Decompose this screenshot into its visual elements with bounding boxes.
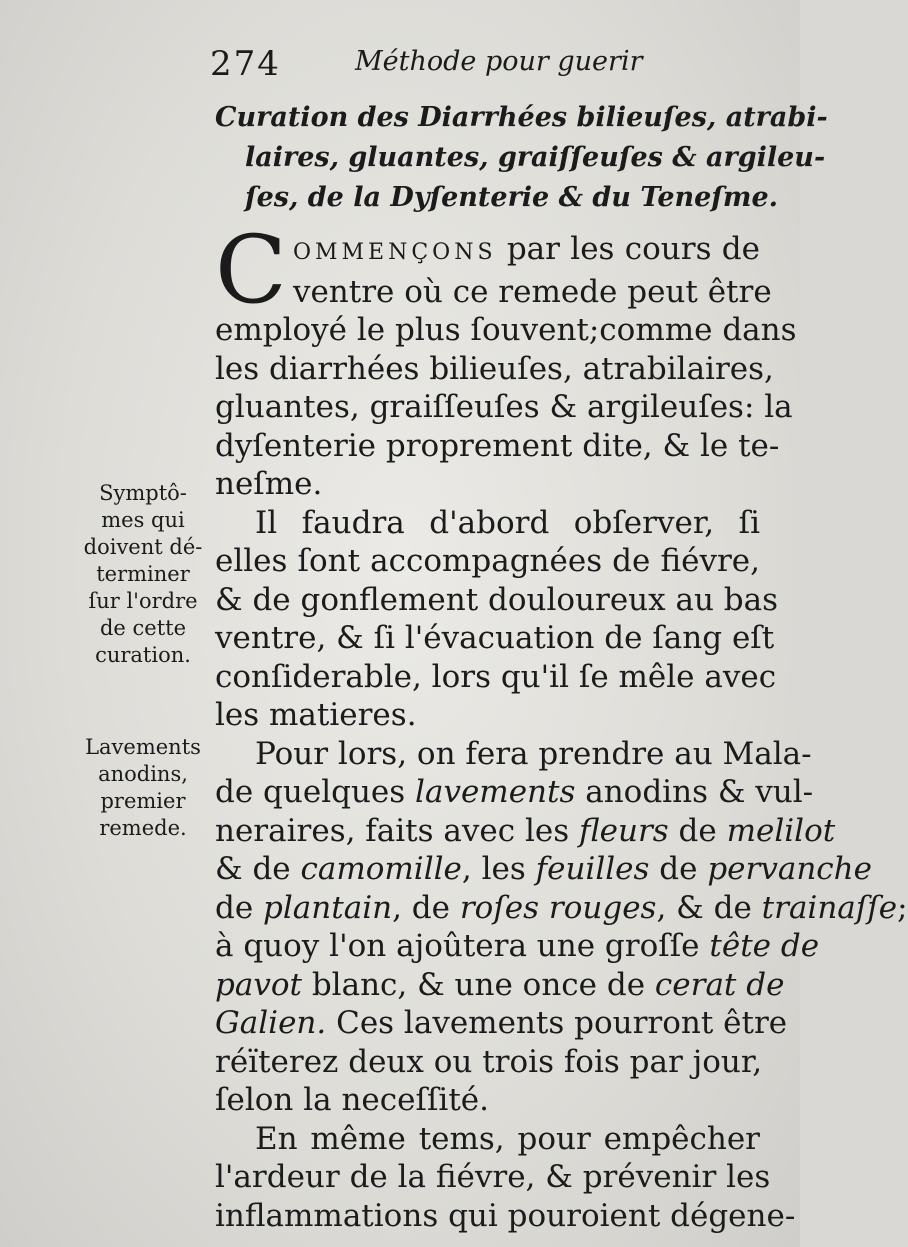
text-fragment: ; [897, 889, 908, 926]
text-fragment: de [215, 889, 264, 926]
small-caps-word: OMMENÇONS [292, 240, 497, 265]
text-fragment: , les [461, 851, 536, 887]
text-line: gluantes, graiſſeuſes & argileuſes: la [215, 389, 793, 425]
text-line [215, 966, 785, 1005]
text-fragment: de [668, 812, 727, 849]
section-title-line: laires, gluantes, graiſſeuſes & argileu- [245, 142, 826, 173]
text-line: conſiderable, lors qu'il ſe mêle avec [215, 658, 777, 695]
text-line [215, 1004, 788, 1043]
paragraph-lavements [215, 735, 908, 1120]
text-fragment: , & de [656, 889, 762, 926]
running-header [210, 44, 770, 84]
text-line: les matieres. [215, 697, 417, 733]
text-fragment: de quelques [215, 774, 416, 810]
text-line: ſelon la neceſſité. [215, 1082, 490, 1118]
margin-note-line: doivent dé- [83, 535, 203, 559]
italic-term: Galien. [215, 1005, 327, 1041]
text-line: ventre où ce remede peut être [292, 273, 772, 310]
italic-term: camomille [300, 851, 462, 887]
text-fragment: & de [215, 851, 301, 887]
text-fragment: anodins & vul- [575, 774, 814, 810]
text-line: & de gonflement douloureux au bas [215, 581, 779, 618]
section-title-line: ſes, de la Dyſenterie & du Teneſme. [245, 182, 779, 213]
paragraph-opening [215, 216, 797, 504]
margin-note-symptoms [78, 480, 208, 669]
margin-note-line: anodins, [98, 762, 188, 786]
margin-note-line: terminer [96, 562, 190, 586]
italic-term: melilot [726, 812, 836, 849]
text-fragment: par les cours de [496, 231, 760, 267]
margin-note-line: de cette [99, 616, 187, 640]
running-title: Méthode pour guerir [355, 46, 643, 77]
text-fragment: à quoy l'on ajoûtera une groſſe [215, 928, 710, 964]
text-line: dyſenterie proprement dite, & le te- [215, 427, 780, 464]
text-fragment: , de [392, 889, 460, 926]
margin-note-line: ſur l'ordre [88, 589, 198, 613]
italic-term: pavot [215, 966, 302, 1003]
text-line: les diarrhées bilieuſes, atrabilaires, [215, 350, 774, 387]
text-line [215, 927, 820, 966]
text-line: réïterez deux ou trois fois par jour, [215, 1043, 763, 1080]
text-line [215, 773, 814, 812]
italic-term: tête de [709, 928, 820, 964]
text-line [215, 850, 872, 889]
margin-note-line: curation. [95, 643, 191, 667]
text-line: inflammations qui pouroient dégene- [215, 1197, 796, 1234]
italic-term: cerat de [654, 966, 785, 1003]
text-line: Il faudra d'abord obſerver, ſi [255, 504, 760, 541]
italic-term: roſes rouges [459, 889, 657, 926]
text-line: neſme. [215, 466, 323, 502]
margin-note-line: mes qui [101, 508, 185, 532]
paragraph-symptoms [215, 504, 779, 735]
italic-term: plantain [263, 889, 393, 926]
text-line [215, 230, 760, 273]
text-fragment: neraires, faits avec les [215, 812, 579, 849]
italic-term: trainaſſe [761, 889, 898, 926]
text-line: elles ſont accompagnées de fiévre, [215, 543, 760, 579]
margin-note-lavements [78, 734, 208, 842]
text-line: ventre, & ſi l'évacuation de ſang eſt [215, 620, 775, 656]
drop-cap: C [215, 216, 287, 325]
text-line: Pour lors, on fera prendre au Mala- [255, 735, 812, 772]
margin-note-line: Symptô- [99, 481, 187, 505]
text-line [215, 889, 908, 928]
body-text [215, 216, 908, 1235]
section-title [215, 98, 828, 218]
text-line: employé le plus ſouvent;comme dans [215, 312, 797, 348]
italic-term: feuilles [535, 851, 650, 887]
text-fragment: Ces lavements pourront être [326, 1005, 788, 1041]
text-fragment: blanc, & une once de [301, 966, 655, 1003]
margin-note-line: Lavements [85, 735, 201, 759]
text-line [215, 812, 836, 851]
italic-term: fleurs [578, 812, 669, 849]
text-line: l'ardeur de la fiévre, & prévenir les [215, 1159, 771, 1195]
paragraph-fever [215, 1120, 796, 1236]
page-number: 274 [210, 44, 281, 84]
margin-note-line: remede. [99, 816, 187, 840]
text-line: En même tems, pour empêcher [255, 1120, 760, 1157]
text-fragment: de [649, 851, 708, 887]
italic-term: lavements [415, 774, 576, 810]
section-title-line: Curation des Diarrhées bilieuſes, atrabi- [215, 102, 828, 133]
italic-term: pervanche [707, 851, 872, 887]
margin-note-line: premier [100, 789, 186, 813]
